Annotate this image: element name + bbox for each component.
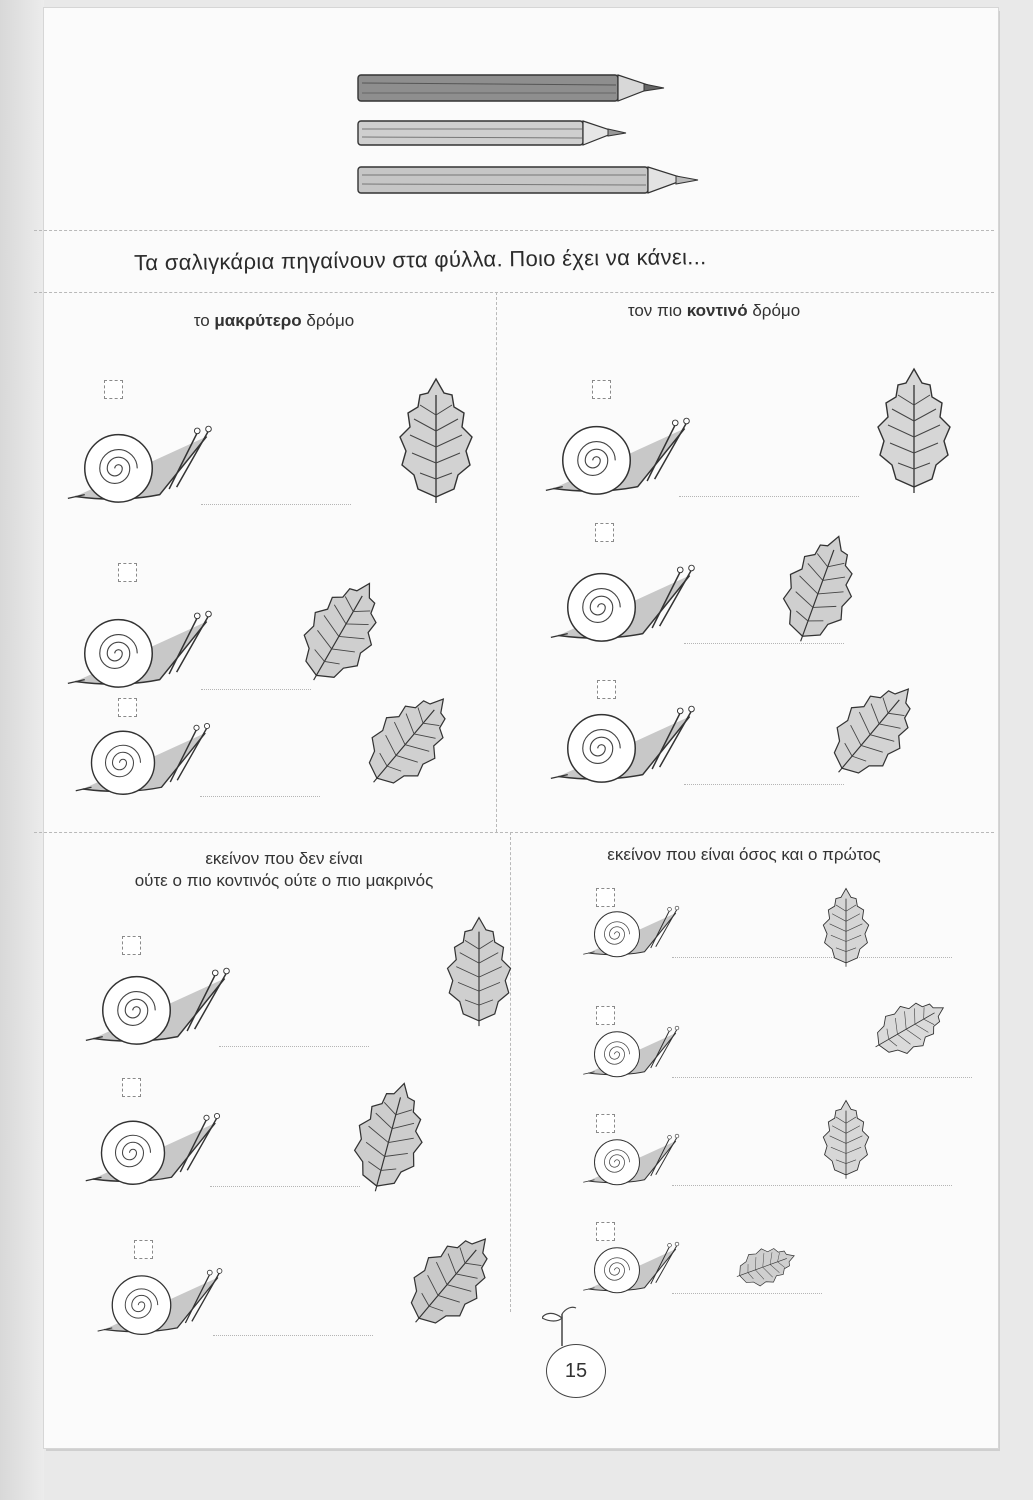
- vertical-divider-top: [496, 292, 497, 832]
- pencil-icon: [358, 121, 626, 145]
- snail-icon: [84, 956, 234, 1055]
- scan-edge-shadow: [0, 0, 44, 1500]
- snail-icon: [96, 1258, 226, 1344]
- label-line: εκείνον που δεν είναι: [205, 849, 363, 868]
- leaf-icon: [742, 1234, 790, 1303]
- label-part: τον πιο: [627, 301, 687, 320]
- snail-icon: [582, 1234, 682, 1302]
- panel-label-same: [544, 844, 944, 866]
- path-line: [672, 1185, 952, 1186]
- snail-icon: [544, 406, 694, 505]
- vertical-divider-bottom: [510, 832, 511, 1312]
- sprout-icon: [542, 1304, 582, 1346]
- leaf-icon: [784, 523, 856, 658]
- worksheet-page: [44, 8, 998, 1448]
- path-line: [201, 504, 351, 505]
- snail-icon: [582, 1018, 682, 1086]
- middle-divider: [34, 832, 994, 833]
- panel-label-longest: [124, 310, 424, 332]
- label-part: δρόμο: [747, 301, 801, 320]
- page-title: Τα σαλιγκάρια πηγαίνουν στα φύλλα. Ποιο έχει να κάνει...: [133, 244, 707, 276]
- path-line: [201, 689, 311, 690]
- snail-icon: [582, 1126, 682, 1194]
- leaf-icon: [839, 670, 909, 795]
- leaf-icon: [818, 886, 874, 973]
- label-line: ούτε ο πιο κοντινός ούτε ο πιο μακρινός: [134, 871, 434, 890]
- path-line: [672, 957, 952, 958]
- panel-label-closest: [564, 300, 864, 322]
- snail-icon: [74, 712, 214, 805]
- leaf-icon: [444, 906, 514, 1041]
- label-emphasis: μακρύτερο: [214, 311, 302, 330]
- path-line: [684, 784, 844, 785]
- path-line: [219, 1046, 369, 1047]
- snail-icon: [549, 694, 699, 793]
- label-emphasis: κοντινό: [686, 301, 748, 320]
- answer-checkbox[interactable]: [104, 380, 123, 399]
- snail-icon: [66, 414, 216, 513]
- snail-icon: [66, 599, 216, 698]
- leaf-icon: [818, 1098, 874, 1185]
- leaf-icon: [874, 360, 954, 505]
- answer-checkbox[interactable]: [122, 936, 141, 955]
- leaf-icon: [396, 370, 476, 515]
- path-line: [672, 1077, 972, 1078]
- title-divider: [34, 292, 994, 293]
- leaf-icon: [354, 1074, 426, 1204]
- answer-checkbox[interactable]: [595, 523, 614, 542]
- path-line: [210, 1186, 360, 1187]
- panel-label-middle: [64, 848, 504, 892]
- leaf-icon: [416, 1220, 486, 1345]
- path-line: [200, 796, 320, 797]
- top-divider: [34, 230, 994, 231]
- pencil-icon: [358, 167, 698, 193]
- path-line: [213, 1335, 373, 1336]
- answer-checkbox[interactable]: [592, 380, 611, 399]
- snail-icon: [549, 553, 699, 652]
- answer-checkbox[interactable]: [118, 563, 137, 582]
- label-line: εκείνον που είναι όσος και ο πρώτος: [607, 845, 881, 864]
- label-part: το: [193, 311, 215, 330]
- leaf-icon: [882, 986, 938, 1073]
- page-number: 15: [546, 1344, 606, 1398]
- leaf-icon: [306, 571, 378, 696]
- answer-checkbox[interactable]: [122, 1078, 141, 1097]
- pencils-illustration: [354, 63, 714, 208]
- snail-icon: [84, 1102, 224, 1195]
- leaf-icon: [374, 680, 444, 805]
- answer-checkbox[interactable]: [134, 1240, 153, 1259]
- path-line: [679, 496, 859, 497]
- pencil-icon: [358, 75, 664, 101]
- label-part: δρόμο: [301, 311, 355, 330]
- snail-icon: [582, 898, 682, 966]
